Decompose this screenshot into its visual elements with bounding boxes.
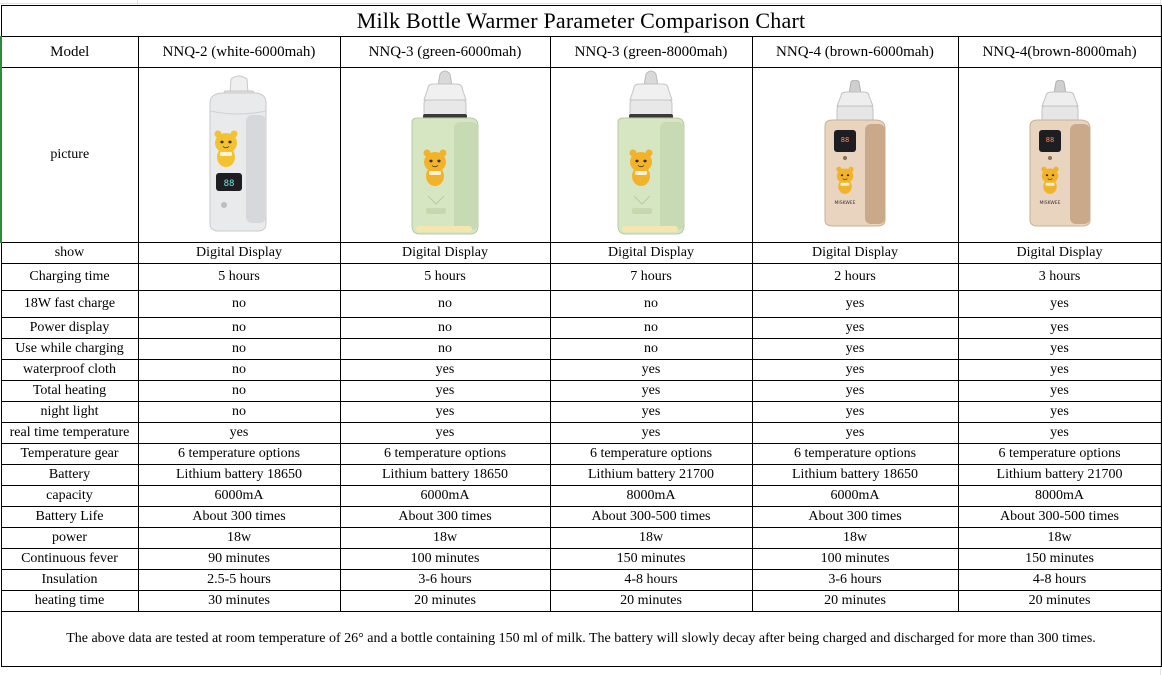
spec-value: no: [138, 318, 340, 339]
spec-value: yes: [958, 402, 1161, 423]
spec-value: yes: [138, 423, 340, 444]
spec-value: no: [550, 339, 752, 360]
spec-row: [1, 549, 1161, 570]
spec-label: night light: [1, 402, 138, 423]
spec-row: [1, 318, 1161, 339]
spec-label: real time temperature: [1, 423, 138, 444]
spec-label: capacity: [1, 486, 138, 507]
spec-value: yes: [550, 360, 752, 381]
spec-value: no: [138, 291, 340, 318]
model-label: Model: [1, 37, 138, 68]
spec-label: Power display: [1, 318, 138, 339]
spec-row: [1, 570, 1161, 591]
spec-value: yes: [958, 318, 1161, 339]
footnote: The above data are tested at room temperature of 26° and a bottle containing 150 ml of milk. The battery will slowly decay after being charged and discharged for more than 300 times.: [1, 612, 1161, 667]
spec-value: 4-8 hours: [958, 570, 1161, 591]
spec-label: Temperature gear: [1, 444, 138, 465]
spec-value: 8000mA: [550, 486, 752, 507]
spec-value: yes: [752, 402, 958, 423]
green-bottle-warmer-image: [551, 68, 752, 242]
spec-value: 2.5-5 hours: [138, 570, 340, 591]
model-name: NNQ-3 (green-6000mah): [340, 37, 550, 68]
model-name: NNQ-3 (green-8000mah): [550, 37, 752, 68]
spec-value: yes: [550, 381, 752, 402]
spec-value: yes: [752, 423, 958, 444]
spec-value: 6 temperature options: [550, 444, 752, 465]
spec-value: 20 minutes: [958, 591, 1161, 612]
spec-value: yes: [340, 360, 550, 381]
spec-value: yes: [752, 318, 958, 339]
spec-value: 5 hours: [138, 264, 340, 291]
spec-value: 6 temperature options: [138, 444, 340, 465]
svg-text:88: 88: [840, 136, 850, 144]
spec-row: [1, 507, 1161, 528]
spec-label: Continuous fever: [1, 549, 138, 570]
gridline: [0, 3, 1162, 4]
spec-value: Lithium battery 21700: [958, 465, 1161, 486]
spec-value: 100 minutes: [752, 549, 958, 570]
spec-value: 3 hours: [958, 264, 1161, 291]
model-name: NNQ-2 (white-6000mah): [138, 37, 340, 68]
spec-row: [1, 528, 1161, 549]
spec-value: Lithium battery 18650: [340, 465, 550, 486]
brown-bottle-warmer-image: [753, 68, 958, 242]
spec-label: waterproof cloth: [1, 360, 138, 381]
spec-value: yes: [550, 402, 752, 423]
spec-value: 20 minutes: [752, 591, 958, 612]
spec-label: Total heating: [1, 381, 138, 402]
spec-value: 18w: [550, 528, 752, 549]
spec-row: [1, 243, 1161, 264]
spec-row: [1, 423, 1161, 444]
spec-value: yes: [958, 339, 1161, 360]
spec-label: Battery: [1, 465, 138, 486]
spec-value: About 300 times: [752, 507, 958, 528]
spec-row: [1, 486, 1161, 507]
spec-value: 150 minutes: [550, 549, 752, 570]
spec-row: [1, 465, 1161, 486]
spec-value: yes: [752, 360, 958, 381]
spec-label: Battery Life: [1, 507, 138, 528]
spec-value: 6000mA: [752, 486, 958, 507]
comparison-table: [0, 5, 1162, 667]
spec-value: 7 hours: [550, 264, 752, 291]
spec-value: no: [340, 339, 550, 360]
spec-value: 6000mA: [340, 486, 550, 507]
spec-label: show: [1, 243, 138, 264]
spec-row: [1, 444, 1161, 465]
spec-value: About 300 times: [138, 507, 340, 528]
spec-value: Lithium battery 18650: [138, 465, 340, 486]
spec-value: no: [340, 318, 550, 339]
spec-value: no: [138, 402, 340, 423]
spec-value: 2 hours: [752, 264, 958, 291]
spec-row: [1, 591, 1161, 612]
spec-label: power: [1, 528, 138, 549]
spec-value: About 300 times: [340, 507, 550, 528]
spec-label: Charging time: [1, 264, 138, 291]
model-name: NNQ-4(brown-8000mah): [958, 37, 1161, 68]
svg-text:88: 88: [1045, 136, 1054, 144]
spec-value: 6 temperature options: [958, 444, 1161, 465]
spec-value: yes: [958, 381, 1161, 402]
svg-text:88: 88: [223, 179, 235, 189]
white-bottle-warmer-image: [139, 68, 340, 242]
spec-row: [1, 264, 1161, 291]
spec-value: Lithium battery 18650: [752, 465, 958, 486]
spec-value: yes: [958, 291, 1161, 318]
spec-value: About 300-500 times: [958, 507, 1161, 528]
spec-value: Digital Display: [138, 243, 340, 264]
spec-value: Lithium battery 21700: [550, 465, 752, 486]
spec-value: 100 minutes: [340, 549, 550, 570]
picture-label: picture: [1, 68, 138, 243]
spec-row: [1, 360, 1161, 381]
model-name: NNQ-4 (brown-6000mah): [752, 37, 958, 68]
spec-value: yes: [752, 381, 958, 402]
spec-value: no: [340, 291, 550, 318]
spec-value: Digital Display: [958, 243, 1161, 264]
spec-row: [1, 381, 1161, 402]
spec-value: 18w: [752, 528, 958, 549]
spec-value: 6 temperature options: [340, 444, 550, 465]
spec-value: yes: [340, 423, 550, 444]
spec-value: 20 minutes: [550, 591, 752, 612]
spec-value: no: [550, 291, 752, 318]
spec-value: 8000mA: [958, 486, 1161, 507]
spec-value: 4-8 hours: [550, 570, 752, 591]
spec-row: [1, 339, 1161, 360]
spec-value: 6000mA: [138, 486, 340, 507]
spec-label: heating time: [1, 591, 138, 612]
spec-value: yes: [550, 423, 752, 444]
spec-value: Digital Display: [550, 243, 752, 264]
spec-value: Digital Display: [340, 243, 550, 264]
spec-value: no: [138, 360, 340, 381]
spec-value: 150 minutes: [958, 549, 1161, 570]
spec-value: yes: [340, 381, 550, 402]
green-bottle-warmer-image: [341, 68, 550, 242]
spec-row: [1, 291, 1161, 318]
spec-value: 3-6 hours: [340, 570, 550, 591]
spec-value: 18w: [958, 528, 1161, 549]
picture-row: [1, 68, 1161, 243]
spec-value: About 300-500 times: [550, 507, 752, 528]
spec-value: no: [550, 318, 752, 339]
spec-value: yes: [752, 291, 958, 318]
spec-value: 18w: [340, 528, 550, 549]
spec-value: 5 hours: [340, 264, 550, 291]
chart-title: Milk Bottle Warmer Parameter Comparison Chart: [1, 6, 1161, 37]
spec-value: yes: [958, 423, 1161, 444]
spec-value: no: [138, 381, 340, 402]
spec-value: 6 temperature options: [752, 444, 958, 465]
spec-value: yes: [752, 339, 958, 360]
spec-value: yes: [340, 402, 550, 423]
spec-label: Insulation: [1, 570, 138, 591]
spec-value: 18w: [138, 528, 340, 549]
svg-text:MISKWEE: MISKWEE: [834, 201, 856, 206]
spec-value: Digital Display: [752, 243, 958, 264]
spec-row: [1, 402, 1161, 423]
spec-value: 30 minutes: [138, 591, 340, 612]
model-row: [1, 37, 1161, 68]
spec-value: 20 minutes: [340, 591, 550, 612]
brown-bottle-warmer-image: [959, 68, 1161, 242]
spec-label: 18W fast charge: [1, 291, 138, 318]
svg-text:MISKWEE: MISKWEE: [1039, 201, 1061, 206]
spec-value: 3-6 hours: [752, 570, 958, 591]
spec-value: yes: [958, 360, 1161, 381]
spec-value: 90 minutes: [138, 549, 340, 570]
spec-label: Use while charging: [1, 339, 138, 360]
spec-value: no: [138, 339, 340, 360]
